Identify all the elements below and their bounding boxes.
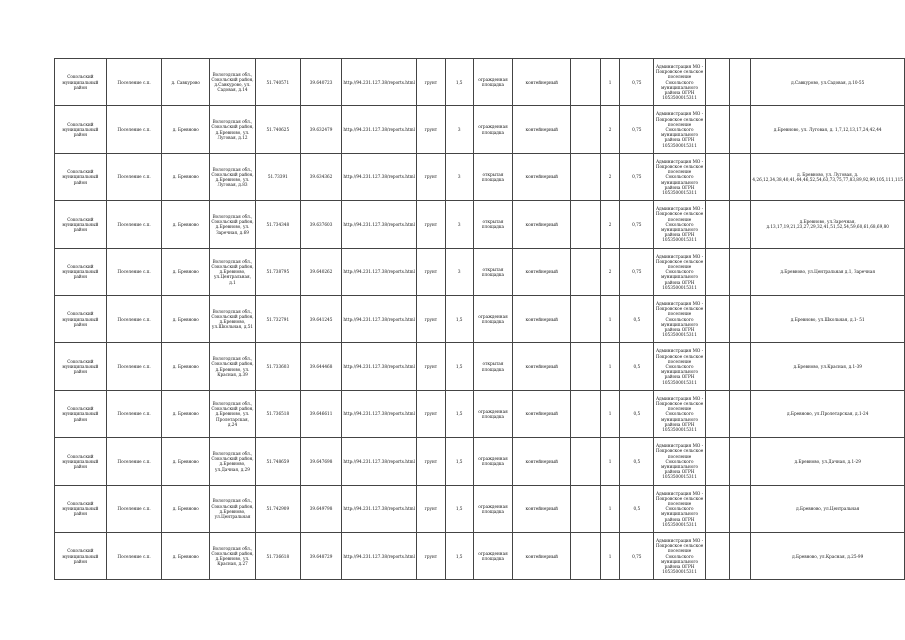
empty-cell bbox=[705, 248, 729, 295]
site-type-cell: контейнерный bbox=[513, 106, 571, 153]
district-cell: Сокольский муниципальный район bbox=[55, 532, 107, 579]
settlement-cell: Поселение с.п. bbox=[106, 59, 162, 106]
latitude-cell: 51.734348 bbox=[255, 201, 300, 248]
served-houses-cell: д.Савкурово, ул.Садовая, д.10-55 bbox=[751, 59, 905, 106]
map-link-cell: http://94.231.127.38/reports.html bbox=[342, 153, 417, 200]
administrator-cell: Администрация МО - Покровское сельское поселение Сокольского муниципального района ОГРН 1053500015311 bbox=[654, 438, 706, 485]
container-count-cell: 2 bbox=[600, 201, 620, 248]
address-cell: Вологодская обл., Сокольский район, д.Бревново, ул.Центральная bbox=[210, 485, 256, 532]
volume-cell: 0,5 bbox=[620, 390, 654, 437]
fence-cell: огражденная площадка bbox=[473, 390, 513, 437]
empty-cell bbox=[705, 532, 729, 579]
container-count-cell: 2 bbox=[600, 153, 620, 200]
site-type-cell: контейнерный bbox=[513, 201, 571, 248]
locality-cell: д. Савкурово bbox=[162, 59, 210, 106]
empty-cell bbox=[729, 248, 751, 295]
longitude-cell: 39.648729 bbox=[300, 532, 342, 579]
container-count-cell: 1 bbox=[600, 390, 620, 437]
map-link-cell: http://94.231.127.38/reports.html bbox=[342, 106, 417, 153]
cover-cell: грунт bbox=[416, 343, 445, 390]
volume-cell: 0,75 bbox=[620, 106, 654, 153]
district-cell: Сокольский муниципальный район bbox=[55, 153, 107, 200]
container-count-cell: 2 bbox=[600, 248, 620, 295]
empty-cell bbox=[571, 485, 601, 532]
empty-cell bbox=[571, 59, 601, 106]
district-cell: Сокольский муниципальный район bbox=[55, 390, 107, 437]
latitude-cell: 51.742909 bbox=[255, 485, 300, 532]
table-row bbox=[55, 532, 905, 579]
volume-cell: 0,5 bbox=[620, 485, 654, 532]
cover-cell: грунт bbox=[416, 295, 445, 342]
served-houses-cell: д. Бревново, ул. Луговая, д. 4,26,12,34,38,40,41,44,46,52,54,63,73,75,77,83,89,92,99,105,111,115 bbox=[751, 153, 905, 200]
empty-cell bbox=[705, 438, 729, 485]
fence-cell: огражденная площадка bbox=[473, 295, 513, 342]
cover-cell: грунт bbox=[416, 390, 445, 437]
site-type-cell: контейнерный bbox=[513, 248, 571, 295]
site-type-cell: контейнерный bbox=[513, 485, 571, 532]
district-cell: Сокольский муниципальный район bbox=[55, 201, 107, 248]
address-cell: Вологодская обл., Сокольский район, д.Бревново, ул. Красная, д.27 bbox=[210, 532, 256, 579]
site-type-cell: контейнерный bbox=[513, 343, 571, 390]
empty-cell bbox=[729, 390, 751, 437]
locality-cell: д. Бревново bbox=[162, 532, 210, 579]
served-houses-cell: д.Бревново, ул.Центральная bbox=[751, 485, 905, 532]
fence-cell: огражденная площадка bbox=[473, 485, 513, 532]
volume-cell: 0,5 bbox=[620, 295, 654, 342]
volume-cell: 0,75 bbox=[620, 153, 654, 200]
empty-cell bbox=[571, 153, 601, 200]
container-count-cell: 1 bbox=[600, 438, 620, 485]
container-count-cell: 1 bbox=[600, 485, 620, 532]
empty-cell bbox=[571, 201, 601, 248]
container-count-cell: 1 bbox=[600, 532, 620, 579]
table-row bbox=[55, 201, 905, 248]
latitude-cell: 51.732791 bbox=[255, 295, 300, 342]
longitude-cell: 39.641245 bbox=[300, 295, 342, 342]
empty-cell bbox=[571, 248, 601, 295]
administrator-cell: Администрация МО - Покровское сельское поселение Сокольского муниципального района ОГРН 1053500015311 bbox=[654, 106, 706, 153]
district-cell: Сокольский муниципальный район bbox=[55, 295, 107, 342]
fence-cell: открытая площадка bbox=[473, 248, 513, 295]
address-cell: Вологодская обл., Сокольский район, д.Бревново, ул.Центральная, д.1 bbox=[210, 248, 256, 295]
cover-cell: грунт bbox=[416, 106, 445, 153]
district-cell: Сокольский муниципальный район bbox=[55, 438, 107, 485]
address-cell: Вологодская обл., Сокольский район, д.Бревново, ул. Заречная, д.69 bbox=[210, 201, 256, 248]
latitude-cell: 51.740571 bbox=[255, 59, 300, 106]
table-row bbox=[55, 343, 905, 390]
address-cell: Вологодская обл., Сокольский район, д.Бревново, ул. Луговая, д.83 bbox=[210, 153, 256, 200]
cover-cell: грунт bbox=[416, 248, 445, 295]
table-row bbox=[55, 438, 905, 485]
map-link-cell: http://94.231.127.38/reports.html bbox=[342, 248, 417, 295]
empty-cell bbox=[705, 485, 729, 532]
administrator-cell: Администрация МО - Покровское сельское поселение Сокольского муниципального района ОГРН 1053500015311 bbox=[654, 485, 706, 532]
longitude-cell: 39.640262 bbox=[300, 248, 342, 295]
table-row bbox=[55, 59, 905, 106]
empty-cell bbox=[729, 532, 751, 579]
register-table bbox=[54, 58, 905, 580]
empty-cell bbox=[705, 390, 729, 437]
longitude-cell: 39.649798 bbox=[300, 485, 342, 532]
empty-cell bbox=[571, 295, 601, 342]
served-houses-cell: д.Бревново, ул.Центральная д.1, Заречная bbox=[751, 248, 905, 295]
longitude-cell: 39.646611 bbox=[300, 390, 342, 437]
cover-cell: грунт bbox=[416, 59, 445, 106]
area-cell: 3 bbox=[445, 201, 473, 248]
empty-cell bbox=[729, 153, 751, 200]
longitude-cell: 39.634362 bbox=[300, 153, 342, 200]
volume-cell: 0,5 bbox=[620, 438, 654, 485]
settlement-cell: Поселение с.п. bbox=[106, 390, 162, 437]
empty-cell bbox=[571, 390, 601, 437]
fence-cell: огражденная площадка bbox=[473, 438, 513, 485]
settlement-cell: Поселение с.п. bbox=[106, 248, 162, 295]
volume-cell: 0,75 bbox=[620, 248, 654, 295]
served-houses-cell: д.Бревново, ул.Дачная, д.1-29 bbox=[751, 438, 905, 485]
site-type-cell: контейнерный bbox=[513, 153, 571, 200]
map-link-cell: http://94.231.127.38/reports.html bbox=[342, 343, 417, 390]
empty-cell bbox=[705, 201, 729, 248]
administrator-cell: Администрация МО - Покровское сельское поселение Сокольского муниципального района ОГРН 1053500015311 bbox=[654, 390, 706, 437]
empty-cell bbox=[705, 59, 729, 106]
area-cell: 3 bbox=[445, 248, 473, 295]
empty-cell bbox=[705, 295, 729, 342]
locality-cell: д. Бревново bbox=[162, 485, 210, 532]
table-row bbox=[55, 248, 905, 295]
empty-cell bbox=[729, 106, 751, 153]
locality-cell: д. Бревново bbox=[162, 153, 210, 200]
empty-cell bbox=[729, 201, 751, 248]
area-cell: 1,5 bbox=[445, 59, 473, 106]
locality-cell: д. Бревново bbox=[162, 343, 210, 390]
latitude-cell: 51.733603 bbox=[255, 343, 300, 390]
volume-cell: 0,75 bbox=[620, 201, 654, 248]
longitude-cell: 39.632479 bbox=[300, 106, 342, 153]
container-count-cell: 2 bbox=[600, 106, 620, 153]
locality-cell: д. Бревново bbox=[162, 106, 210, 153]
served-houses-cell: д.Бревново, ул.Пролетарская, д.1-24 bbox=[751, 390, 905, 437]
longitude-cell: 39.637603 bbox=[300, 201, 342, 248]
district-cell: Сокольский муниципальный район bbox=[55, 106, 107, 153]
empty-cell bbox=[729, 438, 751, 485]
table-row bbox=[55, 485, 905, 532]
settlement-cell: Поселение с.п. bbox=[106, 295, 162, 342]
area-cell: 1,5 bbox=[445, 532, 473, 579]
empty-cell bbox=[729, 343, 751, 390]
volume-cell: 0,5 bbox=[620, 343, 654, 390]
district-cell: Сокольский муниципальный район bbox=[55, 59, 107, 106]
administrator-cell: Администрация МО - Покровское сельское поселение Сокольского муниципального района ОГРН 1053500015311 bbox=[654, 153, 706, 200]
cover-cell: грунт bbox=[416, 438, 445, 485]
served-houses-cell: д.Бревново, ул.Красная, д.1-39 bbox=[751, 343, 905, 390]
address-cell: Вологодская обл., Сокольский район, д.Бревново, ул. Луговая, д.12 bbox=[210, 106, 256, 153]
settlement-cell: Поселение с.п. bbox=[106, 201, 162, 248]
fence-cell: огражденная площадка bbox=[473, 532, 513, 579]
district-cell: Сокольский муниципальный район bbox=[55, 248, 107, 295]
locality-cell: д. Бревново bbox=[162, 201, 210, 248]
fence-cell: открытая площадка bbox=[473, 153, 513, 200]
longitude-cell: 39.640723 bbox=[300, 59, 342, 106]
empty-cell bbox=[571, 532, 601, 579]
settlement-cell: Поселение с.п. bbox=[106, 532, 162, 579]
administrator-cell: Администрация МО - Покровское сельское поселение Сокольского муниципального района ОГРН 1053500015311 bbox=[654, 59, 706, 106]
table-row bbox=[55, 390, 905, 437]
area-cell: 1,5 bbox=[445, 485, 473, 532]
cover-cell: грунт bbox=[416, 201, 445, 248]
locality-cell: д. Бревново bbox=[162, 295, 210, 342]
fence-cell: открытая площадка bbox=[473, 201, 513, 248]
area-cell: 1,5 bbox=[445, 438, 473, 485]
fence-cell: огражденная площадка bbox=[473, 59, 513, 106]
empty-cell bbox=[705, 343, 729, 390]
empty-cell bbox=[729, 485, 751, 532]
latitude-cell: 51.740625 bbox=[255, 106, 300, 153]
settlement-cell: Поселение с.п. bbox=[106, 438, 162, 485]
site-type-cell: контейнерный bbox=[513, 532, 571, 579]
map-link-cell: http://94.231.127.38/reports.html bbox=[342, 485, 417, 532]
address-cell: Вологодская обл., Сокольский район, д.Бревново, ул. Красная, д.39 bbox=[210, 343, 256, 390]
administrator-cell: Администрация МО - Покровское сельское поселение Сокольского муниципального района ОГРН 1053500015311 bbox=[654, 532, 706, 579]
address-cell: Вологодская обл., Сокольский район, д.Савкурово, ул. Садовая, д.14 bbox=[210, 59, 256, 106]
settlement-cell: Поселение с.п. bbox=[106, 153, 162, 200]
served-houses-cell: д.Бревново, ул.Заречная, д.13,17,19,21,23,27,29,32,41,51,52,54,59,60,61,68,69,80 bbox=[751, 201, 905, 248]
table-row bbox=[55, 295, 905, 342]
container-count-cell: 1 bbox=[600, 59, 620, 106]
table-body bbox=[55, 59, 905, 580]
map-link-cell: http://94.231.127.38/reports.html bbox=[342, 59, 417, 106]
served-houses-cell: д.Бревново, ул.Школьная, д.1- 51 bbox=[751, 295, 905, 342]
area-cell: 1,5 bbox=[445, 390, 473, 437]
administrator-cell: Администрация МО - Покровское сельское поселение Сокольского муниципального района ОГРН 1053500015311 bbox=[654, 248, 706, 295]
container-count-cell: 1 bbox=[600, 295, 620, 342]
administrator-cell: Администрация МО - Покровское сельское поселение Сокольского муниципального района ОГРН 1053500015311 bbox=[654, 295, 706, 342]
site-type-cell: контейнерный bbox=[513, 390, 571, 437]
fence-cell: открытая площадка bbox=[473, 343, 513, 390]
table-row bbox=[55, 153, 905, 200]
fence-cell: огражденная площадка bbox=[473, 106, 513, 153]
district-cell: Сокольский муниципальный район bbox=[55, 343, 107, 390]
longitude-cell: 39.644468 bbox=[300, 343, 342, 390]
locality-cell: д. Бревново bbox=[162, 438, 210, 485]
served-houses-cell: д.Бревново, ул. Луговая, д. 1,7,12,13,17,24,42,44 bbox=[751, 106, 905, 153]
area-cell: 3 bbox=[445, 153, 473, 200]
empty-cell bbox=[705, 106, 729, 153]
site-type-cell: контейнерный bbox=[513, 59, 571, 106]
address-cell: Вологодская обл., Сокольский район, д.Бревново, ул.Школьная, д.51 bbox=[210, 295, 256, 342]
volume-cell: 0,75 bbox=[620, 532, 654, 579]
address-cell: Вологодская обл., Сокольский район, д.Бревново, ул. Пролетарская, д.24 bbox=[210, 390, 256, 437]
longitude-cell: 39.647698 bbox=[300, 438, 342, 485]
site-type-cell: контейнерный bbox=[513, 295, 571, 342]
latitude-cell: 51.73391 bbox=[255, 153, 300, 200]
empty-cell bbox=[571, 438, 601, 485]
served-houses-cell: д.Бревново, ул.Красная, д.25-99 bbox=[751, 532, 905, 579]
empty-cell bbox=[571, 106, 601, 153]
area-cell: 1,5 bbox=[445, 343, 473, 390]
locality-cell: д. Бревново bbox=[162, 390, 210, 437]
latitude-cell: 51.736618 bbox=[255, 532, 300, 579]
cover-cell: грунт bbox=[416, 485, 445, 532]
latitude-cell: 51.748659 bbox=[255, 438, 300, 485]
table-row bbox=[55, 106, 905, 153]
area-cell: 3 bbox=[445, 106, 473, 153]
settlement-cell: Поселение с.п. bbox=[106, 106, 162, 153]
map-link-cell: http://94.231.127.38/reports.html bbox=[342, 532, 417, 579]
settlement-cell: Поселение с.п. bbox=[106, 343, 162, 390]
empty-cell bbox=[571, 343, 601, 390]
cover-cell: грунт bbox=[416, 153, 445, 200]
map-link-cell: http://94.231.127.38/reports.html bbox=[342, 390, 417, 437]
map-link-cell: http://94.231.127.38/reports.html bbox=[342, 438, 417, 485]
cover-cell: грунт bbox=[416, 532, 445, 579]
site-type-cell: контейнерный bbox=[513, 438, 571, 485]
latitude-cell: 51.738795 bbox=[255, 248, 300, 295]
settlement-cell: Поселение с.п. bbox=[106, 485, 162, 532]
empty-cell bbox=[729, 295, 751, 342]
district-cell: Сокольский муниципальный район bbox=[55, 485, 107, 532]
map-link-cell: http://94.231.127.38/reports.html bbox=[342, 201, 417, 248]
locality-cell: д. Бревново bbox=[162, 248, 210, 295]
administrator-cell: Администрация МО - Покровское сельское поселение Сокольского муниципального района ОГРН 1053500015311 bbox=[654, 343, 706, 390]
area-cell: 1,5 bbox=[445, 295, 473, 342]
administrator-cell: Администрация МО - Покровское сельское поселение Сокольского муниципального района ОГРН 1053500015311 bbox=[654, 201, 706, 248]
latitude-cell: 51.736518 bbox=[255, 390, 300, 437]
empty-cell bbox=[729, 59, 751, 106]
volume-cell: 0,75 bbox=[620, 59, 654, 106]
empty-cell bbox=[705, 153, 729, 200]
map-link-cell: http://94.231.127.38/reports.html bbox=[342, 295, 417, 342]
container-count-cell: 1 bbox=[600, 343, 620, 390]
address-cell: Вологодская обл., Сокольский район, д.Бревново, ул.Дачная, д.29 bbox=[210, 438, 256, 485]
